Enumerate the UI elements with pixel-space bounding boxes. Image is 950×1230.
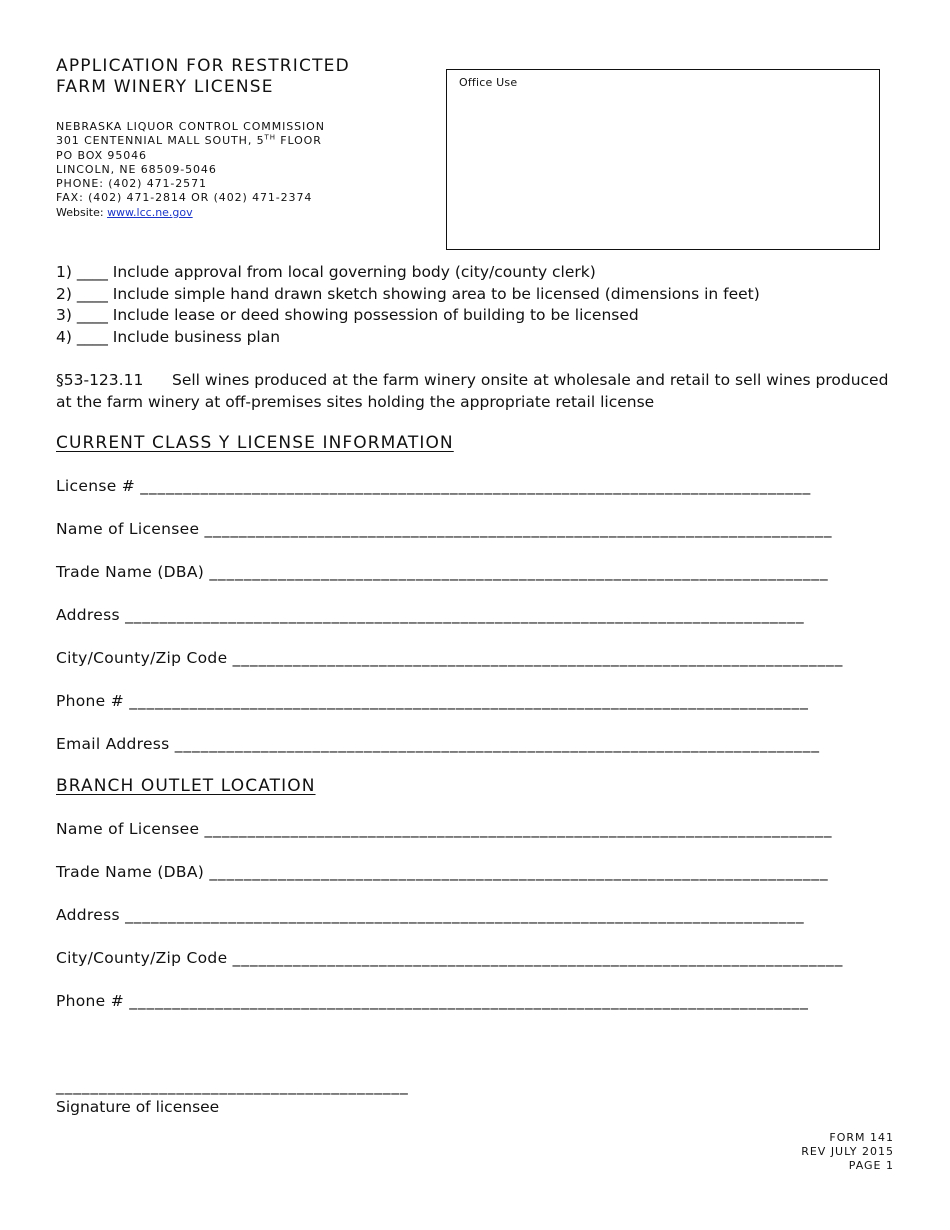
field-line[interactable]: _______________________________________________________________________________ [129,992,809,1010]
field-line[interactable]: _______________________________________________________________________ [232,649,844,667]
website-link[interactable]: www.lcc.ne.gov [107,205,193,219]
agency-name: NEBRASKA LIQUOR CONTROL COMMISSION [56,120,325,133]
page-number: PAGE 1 [848,1159,894,1172]
form-footer [801,1131,894,1173]
form-title-line-1: APPLICATION FOR RESTRICTED [56,56,350,76]
signature-line[interactable]: _________________________________________ [56,1077,409,1095]
form-title-line-2: FARM WINERY LICENSE [56,77,274,97]
branch-phone-field[interactable] [56,992,809,1010]
section-heading-branch-outlet: BRANCH OUTLET LOCATION [56,776,316,796]
agency-city: LINCOLN, NE 68509-5046 [56,162,217,176]
field-label: Phone # [56,692,130,710]
field-label: Name of Licensee [56,520,205,538]
agency-fax: FAX: (402) 471-2814 OR (402) 471-2374 [56,191,313,205]
field-line[interactable]: _______________________________________________________________________________ [125,906,805,924]
field-line[interactable]: ___________________________________________________________________________ [174,735,820,753]
field-line[interactable]: _______________________________________________________________________________ [129,692,809,710]
branch-licensee-name-field[interactable] [56,820,832,838]
field-label: City/County/Zip Code [56,649,233,667]
field-label: Trade Name (DBA) [56,563,210,581]
agency-website: Website: www.lcc.ne.gov [56,205,193,219]
statute-code: §53-123.11 [56,371,144,389]
field-label: License # [56,477,141,495]
address-field[interactable] [56,606,804,624]
field-line[interactable]: ______________________________________________________________________________ [140,477,812,495]
city-county-zip-field[interactable] [56,649,843,667]
branch-city-county-zip-field[interactable] [56,949,843,967]
field-label: City/County/Zip Code [56,949,233,967]
signature-label: Signature of licensee [56,1098,220,1116]
statute-text: Sell wines produced at the farm winery onsite at wholesale and retail to sell wines produced at the farm winery at off-premises sites holding the appropriate retail license [56,371,889,411]
field-line[interactable]: _______________________________________________________________________ [232,949,844,967]
office-use-box [446,69,880,250]
field-label: Trade Name (DBA) [56,863,210,881]
licensee-name-field[interactable] [56,520,832,538]
checklist-item[interactable]: 2) ____ Include simple hand drawn sketch showing area to be licensed (dimensions in feet) [56,285,760,303]
field-line[interactable]: ________________________________________________________________________ [209,863,829,881]
branch-address-field[interactable] [56,906,804,924]
phone-field[interactable] [56,692,809,710]
field-label: Phone # [56,992,130,1010]
agency-phone: PHONE: (402) 471-2571 [56,177,207,191]
field-label: Address [56,906,126,924]
field-label: Name of Licensee [56,820,205,838]
section-heading-current-license: CURRENT CLASS Y LICENSE INFORMATION [56,433,454,453]
form-number: FORM 141 [829,1131,894,1144]
agency-pobox: PO BOX 95046 [56,148,147,162]
field-line[interactable]: _________________________________________________________________________ [204,820,833,838]
field-line[interactable]: _______________________________________________________________________________ [125,606,805,624]
checklist-item[interactable]: 3) ____ Include lease or deed showing possession of building to be licensed [56,306,639,324]
office-use-label: Office Use [459,76,518,89]
field-label: Address [56,606,126,624]
agency-street: 301 CENTENNIAL MALL SOUTH, 5TH FLOOR [56,133,322,148]
statute-paragraph [56,369,891,413]
field-line[interactable]: ________________________________________________________________________ [209,563,829,581]
field-label: Email Address [56,735,175,753]
trade-name-field[interactable] [56,563,829,581]
license-number-field[interactable] [56,477,811,495]
branch-trade-name-field[interactable] [56,863,829,881]
form-revision: REV JULY 2015 [801,1145,894,1158]
email-address-field[interactable] [56,735,820,753]
agency-address-block [56,120,325,220]
checklist-item[interactable]: 4) ____ Include business plan [56,328,281,346]
field-line[interactable]: _________________________________________________________________________ [204,520,833,538]
checklist-item[interactable]: 1) ____ Include approval from local governing body (city/county clerk) [56,263,596,281]
